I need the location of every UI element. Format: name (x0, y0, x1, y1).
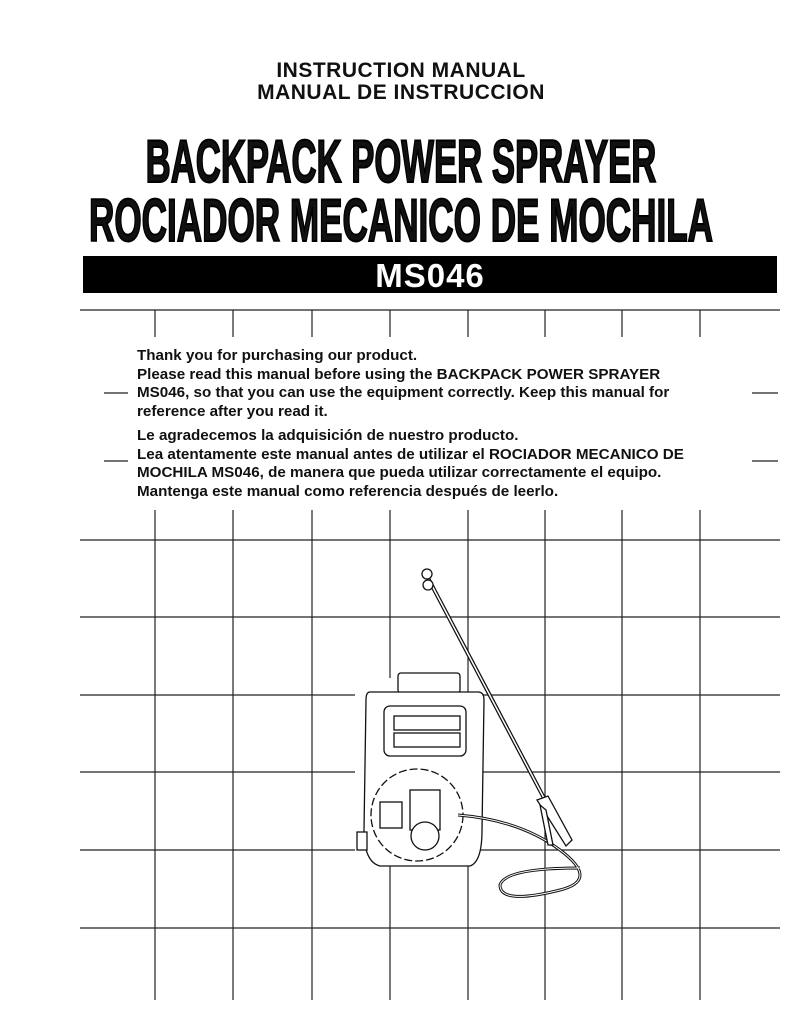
intro-line: Thank you for purchasing our product. (137, 347, 418, 364)
intro-line: Please read this manual before using the BACKPACK POWER SPRAYER (137, 365, 661, 383)
title-english: BACKPACK POWER SPRAYER (145, 128, 657, 195)
intro-english (137, 347, 777, 421)
intro-line: Le agradecemos la adquisición de nuestro producto. (137, 427, 519, 444)
intro-line: MS046, so that you can use the equipment correctly. Keep this manual for (137, 384, 670, 401)
header-english: INSTRUCTION MANUAL (276, 59, 526, 82)
intro-line: Lea atentamente este manual antes de utilizar el ROCIADOR MECANICO DE (137, 445, 684, 463)
intro-line: MOCHILA MS046, de manera que pueda utilizar correctamente el equipo. (137, 464, 662, 481)
model-number: MS046 (375, 257, 485, 294)
model-band (83, 256, 777, 293)
intro-line: Mantenga este manual como referencia después de leerlo. (137, 482, 559, 500)
intro-spanish (137, 427, 777, 501)
header-spanish: MANUAL DE INSTRUCCION (257, 81, 545, 104)
intro-line: reference after you read it. (137, 402, 328, 420)
title-spanish: ROCIADOR MECANICO DE MOCHILA (89, 187, 713, 254)
